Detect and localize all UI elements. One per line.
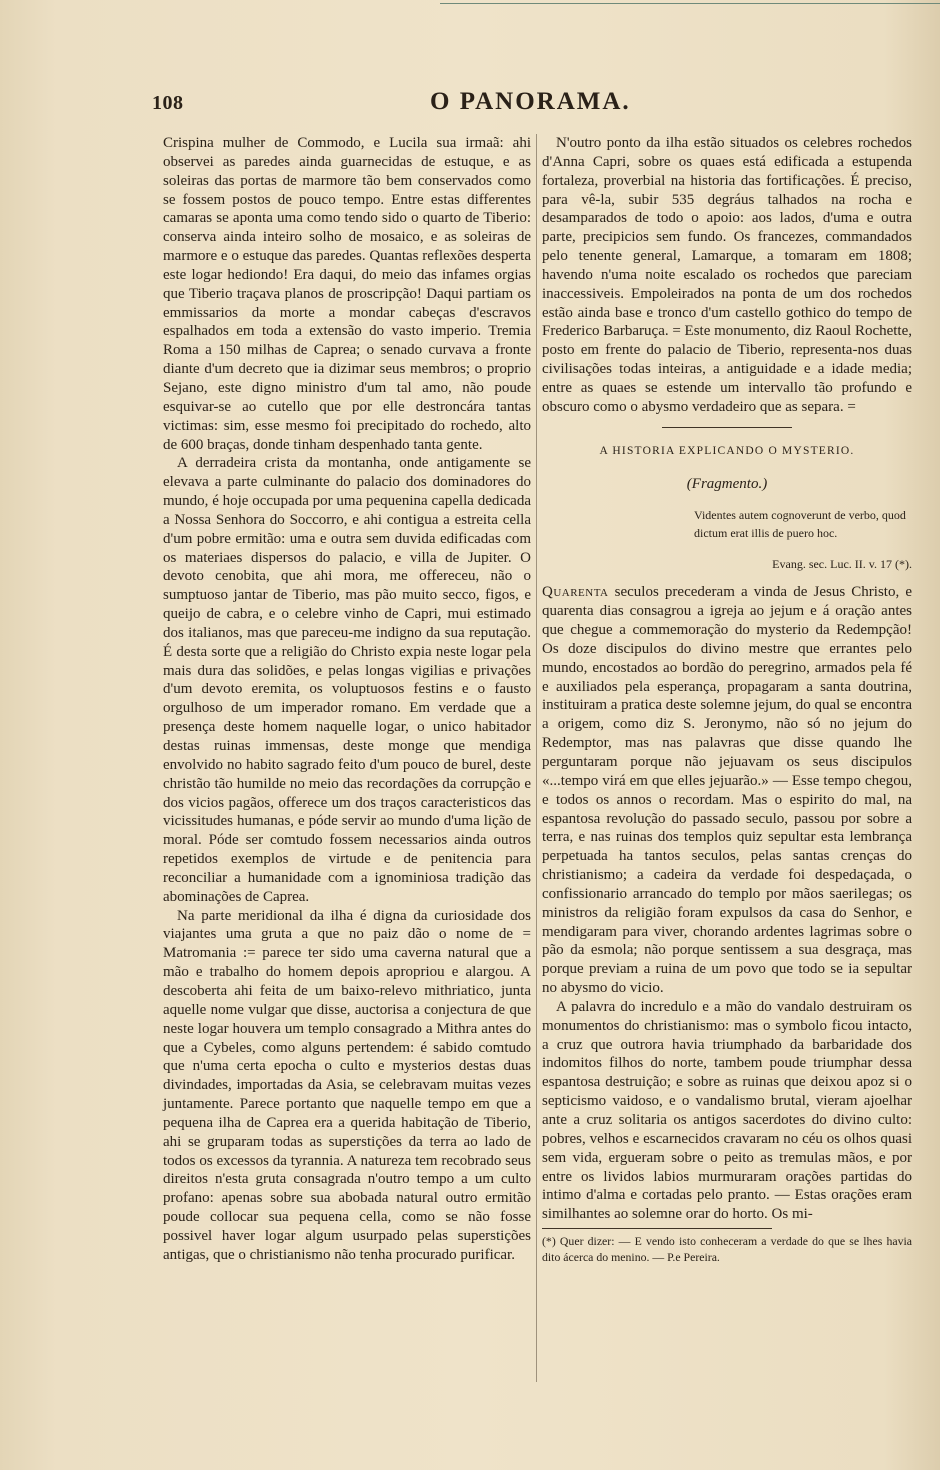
left-paragraph-3: Na parte meridional da ilha é digna da curiosidade dos viajantes uma gruta a que no paiz dão o nome de = Matromania := parece ter sido uma caverna natural que a mão e trabalho do homem depois apropriou e alargou. A descoberta ahi feita de um baixo-relevo mithriatico, junta aquelle nome vulgar que disse, auctorisa a conjectura de que neste logar houvera um templo consagrado a Mithra antes do que a Cybeles, como alguns pertendem: é sabido comtudo que n'uma certa epocha o culto e mysterios destas duas divindades, importadas da Asia, se celebravam muitas vezes juntamente. Parece portanto que naquelle tempo em que a pequena ilha de Caprea era a querida habitação de Tiberio, ahi se gruparam todas as superstições da terra ao lado de todos os excessos da tyrannia. A natureza tem recobrado seus direitos n'esta gruta consagrada n'outro tempo a um culto profano: apenas sobre sua abobada natural outro ermitão poude collocar sua pequena cella, como se não fosse possivel haver logar algum usurpado pelas superstições antigas, que o christianismo não tenha procurado purificar. [163, 907, 531, 1263]
top-edge-rule [440, 3, 940, 4]
footnote: (*) Quer dizer: — E vendo isto conheceram a verdade do que se lhes havia dito ácerca do menino. — P.e Pereira. [542, 1234, 912, 1265]
left-column [163, 134, 531, 1265]
footnote-rule [542, 1228, 772, 1229]
section-separator [662, 427, 792, 428]
right-paragraph-1 [542, 583, 912, 998]
epigraph-source: Evang. sec. Luc. II. v. 17 (*). [772, 556, 912, 571]
right-column [542, 134, 912, 1265]
opening-word: Quarenta [542, 584, 609, 601]
left-paragraph-2: A derradeira crista da montanha, onde antigamente se elevava a parte culminante do palacio dos dominadores do mundo, é hoje occupada por uma pequenina capella dedicada a Nossa Senhora do Soccorro, e ahi contigua a estreita cella d'um pobre ermitão: uma e outra sem duvida edificadas com os materiaes dispersos do palacio, e villa de Jupiter. O devoto cenobita, que ahi mora, me offereceu, não o sumptuoso jantar de Tiberio, mas pão muito secco, figos, e queijo de cabra, e o celebre vinho de Capri, mui estimado dos italianos, mas que pareceu-me indigno da sua reputação. É desta sorte que a religião do Christo expia neste logar pela mais dura das solidões, e pelas longas vigilias e privações d'um devoto eremita, os voluptuosos festins e o fausto orgulhoso de um imperador romano. Em verdade que a presença deste homem naquelle logar, o unico habitador destas ruinas immensas, deste monge que mendiga envolvido no habito sagrado feito d'um pouco de burel, deste christão tão humilde no meio das recordações da corrupção e dos vicios pagãos, offerece um dos traços caracteristicos das vicissitudes humanas, e póde servir ao mundo d'uma lição de moral. Póde ser comtudo fossem necessarios ainda outros repetidos exemplos de virtude e de penitencia para reconciliar a humanidade com a ignominiosa tradição das abominações de Caprea. [163, 455, 531, 905]
page-number: 108 [152, 92, 184, 114]
left-paragraph-1: Crispina mulher de Commodo, e Lucila sua irmaã: ahi observei as paredes ainda guarnecidas de estuque, e as soleiras das portas de marmore tão bem conservados como se fossem postos de pouco tempo. Entre estas differentes camaras se aponta uma como tendo sido o quarto de Tiberio: conserva ainda inteiro solho de mosaico, e as soleiras de marmore e o estuque das paredes. Quantas reflexões desperta este logar hediondo! Era daqui, do meio das infames orgias que Tiberio traçava planos de proscripção! Daqui partiam os emmissarios da morte a mondar cabeças d'escravos espalhados em toda a extensão do vasto imperio. Tremia Roma a 150 milhas de Caprea; o senado curvava a fronte diante d'um decreto que ia dizimar seus membros; o proprio Sejano, este digno ministro d'um tal amo, não poude esquivar-se ao cutello que por elle destroncára tantas victimas: sim, esse mesmo foi precipitado do rochedo, alto de 600 braças, donde tinham despenhado tanta gente. [163, 135, 531, 453]
journal-title: O PANORAMA. [430, 88, 631, 115]
section-subtitle: (Fragmento.) [686, 475, 768, 492]
latin-epigraph: Videntes autem cognoverunt de verbo, quod dictum erat illis de puero hoc. [694, 508, 906, 540]
right-intro-paragraph: N'outro ponto da ilha estão situados os celebres rochedos d'Anna Capri, sobre os quaes está edificada a estupenda fortaleza, proverbial na historia das fortificações. É preciso, para vê-la, subir 535 degráus talhados na rocha e desamparados de todo o apoio: aos lados, d'uma e outra parte, precipicios sem fundo. Os francezes, commandados pelo tenente general, Lamarque, a tomaram em 1808; havendo n'uma noite escalado os rochedos que pareciam inaccessiveis. Empoleirados na ponta de um dos rochedos estão ainda base e tronco d'um castello gothico do tempo de Frederico Barbaruça. = Este monumento, diz Raoul Rochette, posto em frente do palacio de Tiberio, representa-nos duas civilisações todas inteiras, a antiguidade e a idade media; entre as quaes se estende um intervallo tão profundo e obscuro como o abysmo verdadeiro que as separa. = [542, 135, 913, 415]
right-paragraph-1-text: seculos precederam a vinda de Jesus Christo, e quarenta dias consagrou a igreja ao jejum e á oração antes que chegue a commemoração do mysterio da Redempção! Os doze discipulos do divino mestre que errantes pelo mundo, encostados ao bordão do peregrino, armados pela fé e auxiliados pela esperança, propagaram a santa doutrina, instituiram a pratica deste solemne jejum, do qual se encontra a origem, como diz S. Jeronymo, não só no jejum do Redemptor, mas nas palavras que disse quando lhe perguntaram porque não jejuavam os seus discipulos «...tempo virá em que elles jejuarão.» — Esse tempo chegou, e todos os annos o recordam. Mas o espirito do mal, na espantosa revolução do passado seculo, passou por sobre a terra, e nas ruinas dos templos quiz sepultar esta lembrança perpetuada ha tantos seculos, pelas santas crenças do christianismo; a cadeira da verdade foi despedaçada, o confissionario arrancado do templo por mãos saerilegas; os ministros da religião foram expulsos da casa do Senhor, e mendigaram para viver, chorando ardentes lagrimas sobre o pão da esmola; não porque sentissem a sua desgraça, mas porque previam a ruina de um povo que todo se ia sepultar no abysmo do vicio. [542, 584, 912, 997]
column-divider [536, 134, 537, 1382]
right-paragraph-2: A palavra do incredulo e a mão do vandalo destruiram os monumentos do christianismo: mas o symbolo ficou intacto, a cruz que outrora havia triumphado da barbaridade dos indomitos filhos do norte, tambem poude triumphar dessa espantosa destruição; e sobre as ruinas que deixou apoz si o septicismo vaidoso, e o vandalismo brutal, vieram ajoelhar ante a cruz solitaria os antigos sacerdotes do divino culto: pobres, velhos e escarnecidos cravaram no céu os olhos quasi sem vida, ergueram sobre o peito as tremulas mãos, e por entre os lividos labios murmuraram orações partidas do intimo d'alma e cortadas pelo pranto. — Estas orações eram similhantes ao solemne orar do horto. Os mi- [542, 998, 912, 1223]
running-head [152, 88, 928, 120]
section-title: A HISTORIA EXPLICANDO O MYSTERIO. [599, 444, 855, 457]
